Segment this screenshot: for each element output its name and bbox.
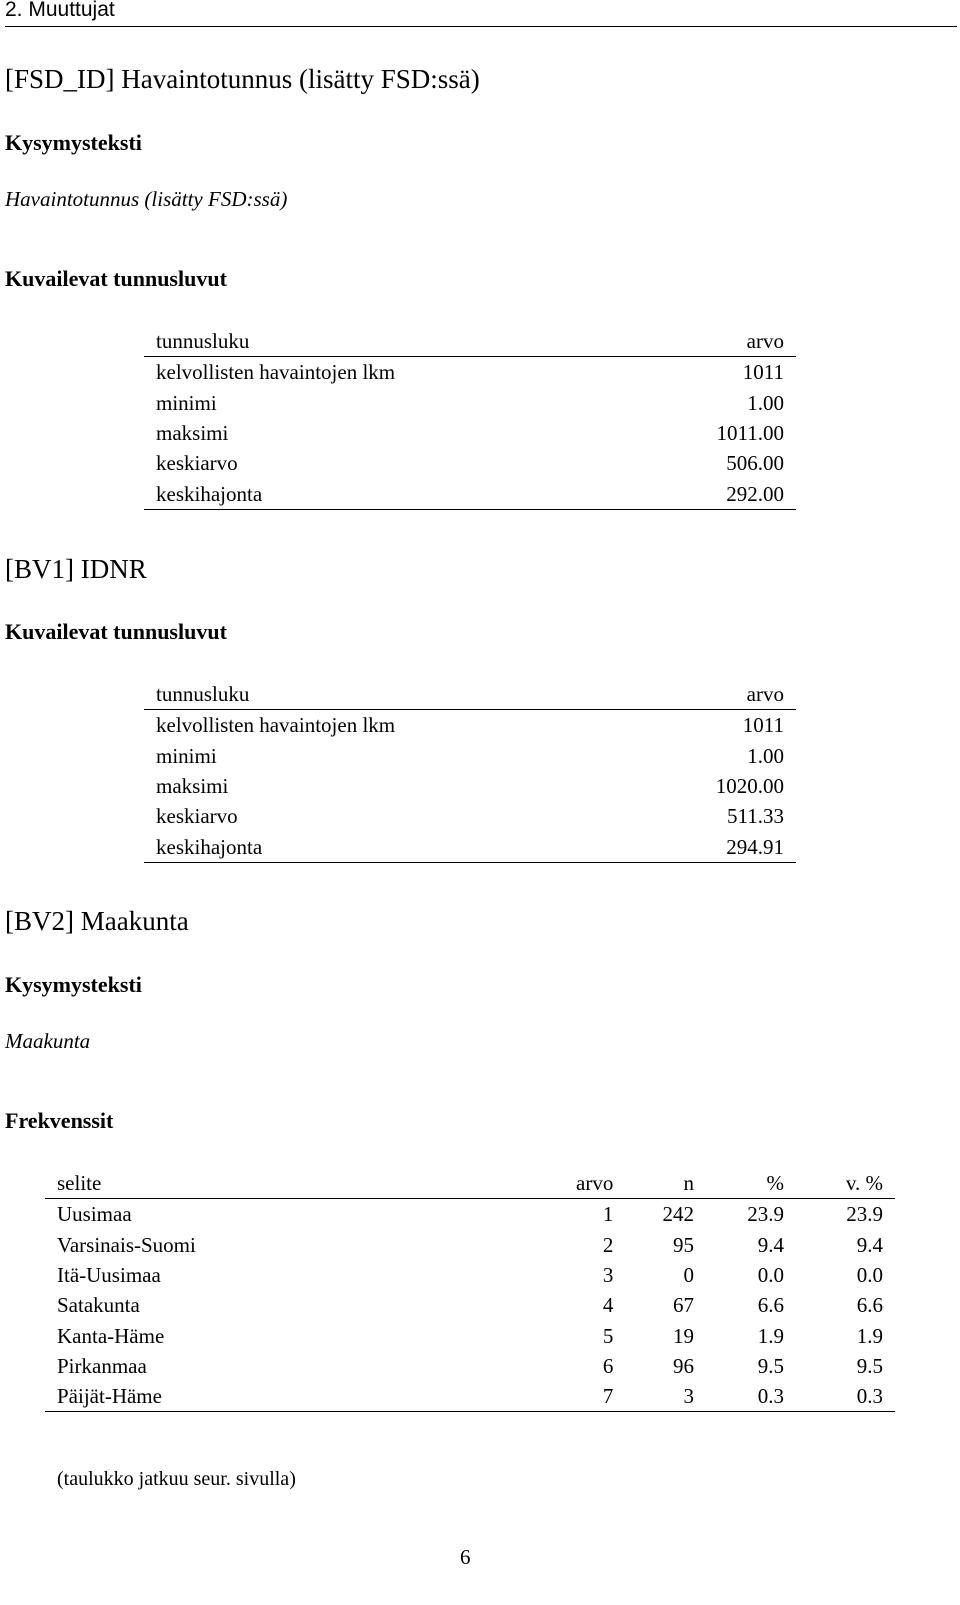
category-label: Satakunta bbox=[57, 1293, 140, 1318]
column-header: selite bbox=[45, 1168, 509, 1199]
page-number: 6 bbox=[460, 1545, 471, 1569]
column-header: % bbox=[706, 1168, 796, 1199]
stat-value: 1020.00 bbox=[715, 774, 784, 799]
stat-value: 1011.00 bbox=[716, 421, 784, 446]
count-cell: 95 bbox=[672, 1232, 694, 1257]
descriptive-stats-table bbox=[144, 679, 796, 863]
question-heading: Kysymysteksti bbox=[5, 972, 142, 997]
table-row bbox=[45, 1381, 895, 1412]
table-row bbox=[45, 1230, 895, 1260]
question-heading: Kysymysteksti bbox=[5, 130, 142, 155]
count-cell: 0 bbox=[683, 1263, 694, 1288]
stat-value: 1011 bbox=[742, 713, 784, 738]
valid-percent-cell: 1.9 bbox=[856, 1323, 883, 1348]
stat-label: keskiarvo bbox=[156, 804, 238, 829]
stat-value: 1.00 bbox=[747, 390, 784, 415]
table-row bbox=[144, 418, 796, 448]
valid-percent-cell: 23.9 bbox=[846, 1202, 883, 1227]
percent-cell: 0.0 bbox=[757, 1263, 785, 1288]
variable-title: [BV1] IDNR bbox=[5, 554, 147, 584]
stat-label: maksimi bbox=[156, 774, 229, 799]
count-cell: 96 bbox=[672, 1353, 694, 1378]
table-continues-note: (taulukko jatkuu seur. sivulla) bbox=[57, 1468, 296, 1490]
value-cell: 3 bbox=[602, 1263, 614, 1288]
stat-value: 506.00 bbox=[726, 451, 784, 476]
stat-label: keskihajonta bbox=[144, 478, 628, 509]
count-cell: 3 bbox=[625, 1381, 706, 1412]
stat-label: maksimi bbox=[156, 421, 229, 446]
category-label: Päijät-Häme bbox=[45, 1381, 509, 1412]
descriptive-stats-table bbox=[144, 326, 796, 510]
stats-heading: Kuvailevat tunnusluvut bbox=[5, 266, 227, 291]
table-row bbox=[144, 388, 796, 418]
frequency-heading: Frekvenssit bbox=[5, 1108, 114, 1133]
stat-value: 294.91 bbox=[627, 831, 796, 862]
stat-label: keskihajonta bbox=[144, 831, 627, 862]
table-row bbox=[144, 741, 796, 771]
stat-label: kelvollisten havaintojen lkm bbox=[156, 713, 396, 738]
header-rule bbox=[5, 26, 957, 27]
stat-value: 511.33 bbox=[727, 804, 784, 829]
count-cell: 67 bbox=[672, 1293, 694, 1318]
table-row bbox=[45, 1199, 895, 1230]
column-header: arvo bbox=[627, 679, 796, 710]
column-header: v. % bbox=[796, 1168, 895, 1199]
table-row bbox=[45, 1351, 895, 1381]
column-header: tunnusluku bbox=[144, 679, 627, 710]
percent-cell: 23.9 bbox=[747, 1202, 785, 1227]
stat-label: kelvollisten havaintojen lkm bbox=[156, 360, 396, 385]
value-cell: 2 bbox=[602, 1232, 614, 1257]
stat-label: keskiarvo bbox=[156, 451, 238, 476]
valid-percent-cell: 0.0 bbox=[856, 1263, 883, 1288]
percent-cell: 9.5 bbox=[757, 1353, 785, 1378]
category-label: Pirkanmaa bbox=[57, 1353, 147, 1378]
valid-percent-cell: 6.6 bbox=[856, 1293, 883, 1318]
table-header-row bbox=[144, 679, 796, 710]
category-label: Uusimaa bbox=[57, 1202, 132, 1227]
table-row bbox=[45, 1290, 895, 1320]
question-text: Maakunta bbox=[5, 1029, 91, 1053]
variable-title: [BV2] Maakunta bbox=[5, 906, 189, 936]
frequency-table bbox=[45, 1168, 895, 1412]
column-header: n bbox=[625, 1168, 706, 1199]
percent-cell: 9.4 bbox=[757, 1232, 785, 1257]
table-row bbox=[144, 771, 796, 801]
value-cell: 5 bbox=[602, 1323, 614, 1348]
percent-cell: 6.6 bbox=[757, 1293, 785, 1318]
table-row bbox=[144, 831, 796, 862]
table-row bbox=[45, 1320, 895, 1350]
table-row bbox=[45, 1260, 895, 1290]
percent-cell: 1.9 bbox=[757, 1323, 785, 1348]
valid-percent-cell: 0.3 bbox=[796, 1381, 895, 1412]
stats-heading: Kuvailevat tunnusluvut bbox=[5, 619, 227, 644]
question-text: Havaintotunnus (lisätty FSD:ssä) bbox=[5, 187, 288, 211]
value-cell: 4 bbox=[602, 1293, 614, 1318]
table-row bbox=[144, 357, 796, 388]
category-label: Varsinais-Suomi bbox=[57, 1232, 196, 1257]
stat-value: 1.00 bbox=[747, 743, 784, 768]
stat-label: minimi bbox=[156, 743, 217, 768]
stat-value: 292.00 bbox=[628, 478, 796, 509]
value-cell: 1 bbox=[602, 1202, 614, 1227]
column-header: tunnusluku bbox=[144, 326, 628, 357]
value-cell: 6 bbox=[602, 1353, 614, 1378]
table-header-row bbox=[45, 1168, 895, 1199]
category-label: Itä-Uusimaa bbox=[57, 1263, 161, 1288]
valid-percent-cell: 9.4 bbox=[856, 1232, 883, 1257]
table-row bbox=[144, 448, 796, 478]
table-row bbox=[144, 710, 796, 741]
stat-label: minimi bbox=[156, 390, 217, 415]
running-header: 2. Muuttujat bbox=[5, 0, 115, 21]
stat-value: 1011 bbox=[742, 360, 784, 385]
table-header-row bbox=[144, 326, 796, 357]
value-cell: 7 bbox=[509, 1381, 626, 1412]
count-cell: 19 bbox=[672, 1323, 694, 1348]
count-cell: 242 bbox=[662, 1202, 694, 1227]
percent-cell: 0.3 bbox=[706, 1381, 796, 1412]
table-row bbox=[144, 478, 796, 509]
table-row bbox=[144, 801, 796, 831]
column-header: arvo bbox=[628, 326, 796, 357]
column-header: arvo bbox=[509, 1168, 626, 1199]
valid-percent-cell: 9.5 bbox=[856, 1353, 883, 1378]
variable-title: [FSD_ID] Havaintotunnus (lisätty FSD:ssä) bbox=[5, 64, 480, 94]
category-label: Kanta-Häme bbox=[57, 1323, 165, 1348]
